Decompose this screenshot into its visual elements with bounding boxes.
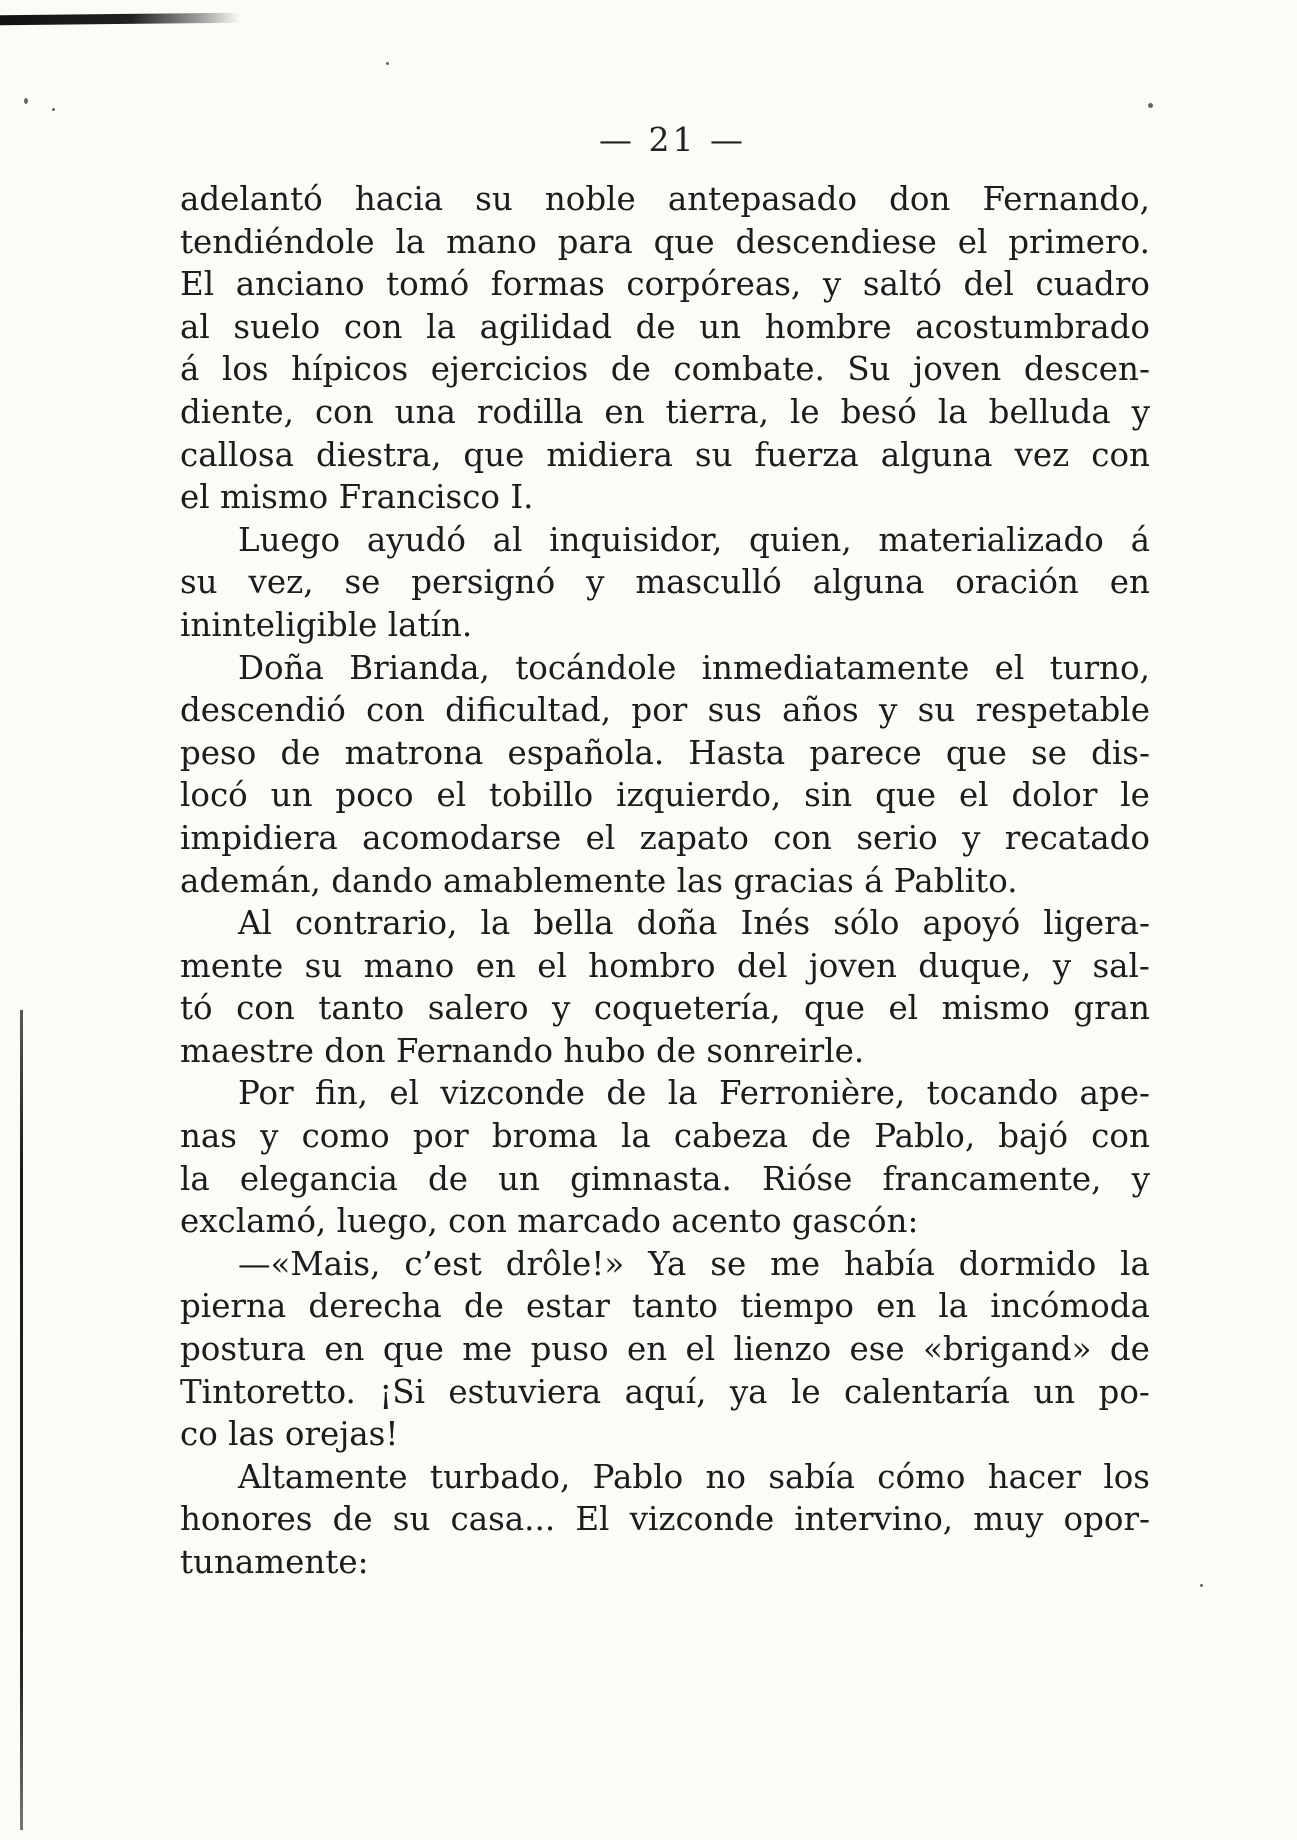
text-line: impidiera acomodarse el zapato con serio y recatado bbox=[180, 818, 1150, 857]
paper-speck bbox=[1200, 1584, 1203, 1587]
text-line: ademán, dando amablemente las gracias á Pablito. bbox=[180, 861, 1018, 900]
text-line: ininteligible latín. bbox=[180, 605, 473, 644]
paper-speck bbox=[386, 62, 389, 65]
text-line: al suelo con la agilidad de un hombre acostumbrado bbox=[180, 307, 1150, 346]
text-line: Al contrario, la bella doña Inés sólo apoyó ligera- bbox=[238, 904, 1150, 943]
text-line: la elegancia de un gimnasta. Rióse francamente, y bbox=[180, 1159, 1150, 1198]
text-line: El anciano tomó formas corpóreas, y saltó del cuadro bbox=[180, 265, 1150, 304]
text-line: tendiéndole la mano para que descendiese el primero. bbox=[180, 222, 1150, 261]
text-line: Por fin, el vizconde de la Ferronière, tocando ape- bbox=[238, 1074, 1150, 1113]
text-line: maestre don Fernando hubo de sonreirle. bbox=[180, 1031, 865, 1070]
text-line: Doña Brianda, tocándole inmediatamente el turno, bbox=[238, 648, 1150, 687]
text-line: adelantó hacia su noble antepasado don Fernando, bbox=[180, 180, 1150, 218]
paper-speck bbox=[24, 98, 28, 104]
body-text bbox=[180, 178, 1150, 1584]
text-line: callosa diestra, que midiera su fuerza alguna vez con bbox=[180, 435, 1150, 474]
text-line: —«Mais, c’est drôle!» Ya se me había dormido la bbox=[238, 1244, 1150, 1283]
text-line: pierna derecha de estar tanto tiempo en la incómoda bbox=[180, 1287, 1150, 1326]
scan-edge-mark bbox=[0, 13, 240, 26]
text-line: diente, con una rodilla en tierra, le besó la belluda y bbox=[180, 392, 1150, 431]
text-line: su vez, se persignó y masculló alguna oración en bbox=[180, 563, 1150, 602]
text-line: mente su mano en el hombro del joven duque, y sal- bbox=[180, 946, 1150, 985]
text-line: Luego ayudó al inquisidor, quien, materializado á bbox=[238, 520, 1150, 559]
text-line: descendió con dificultad, por sus años y su respetable bbox=[180, 691, 1150, 730]
page-number: — 21 — bbox=[599, 120, 746, 159]
paper-speck bbox=[1148, 103, 1153, 108]
text-line: honores de su casa... El vizconde intervino, muy opor- bbox=[180, 1500, 1150, 1539]
text-line: tó con tanto salero y coquetería, que el mismo gran bbox=[180, 989, 1150, 1028]
text-line: locó un poco el tobillo izquierdo, sin que el dolor le bbox=[180, 776, 1150, 815]
binding-edge-shadow bbox=[20, 1010, 23, 1830]
text-line: exclamó, luego, con marcado acento gascón: bbox=[180, 1202, 919, 1241]
text-line: co las orejas! bbox=[180, 1415, 399, 1454]
text-line: peso de matrona española. Hasta parece que se dis- bbox=[180, 733, 1150, 772]
text-line: nas y como por broma la cabeza de Pablo, bajó con bbox=[180, 1117, 1150, 1156]
text-line: postura en que me puso en el lienzo ese «brigand» de bbox=[180, 1330, 1150, 1369]
text-line: tunamente: bbox=[180, 1543, 369, 1581]
text-line: el mismo Francisco I. bbox=[180, 478, 534, 517]
paper-speck bbox=[52, 108, 55, 111]
text-line: á los hípicos ejercicios de combate. Su joven descen- bbox=[180, 350, 1150, 389]
text-line: Tintoretto. ¡Si estuviera aquí, ya le calentaría un po- bbox=[180, 1372, 1150, 1411]
text-line: Altamente turbado, Pablo no sabía cómo hacer los bbox=[238, 1457, 1150, 1496]
